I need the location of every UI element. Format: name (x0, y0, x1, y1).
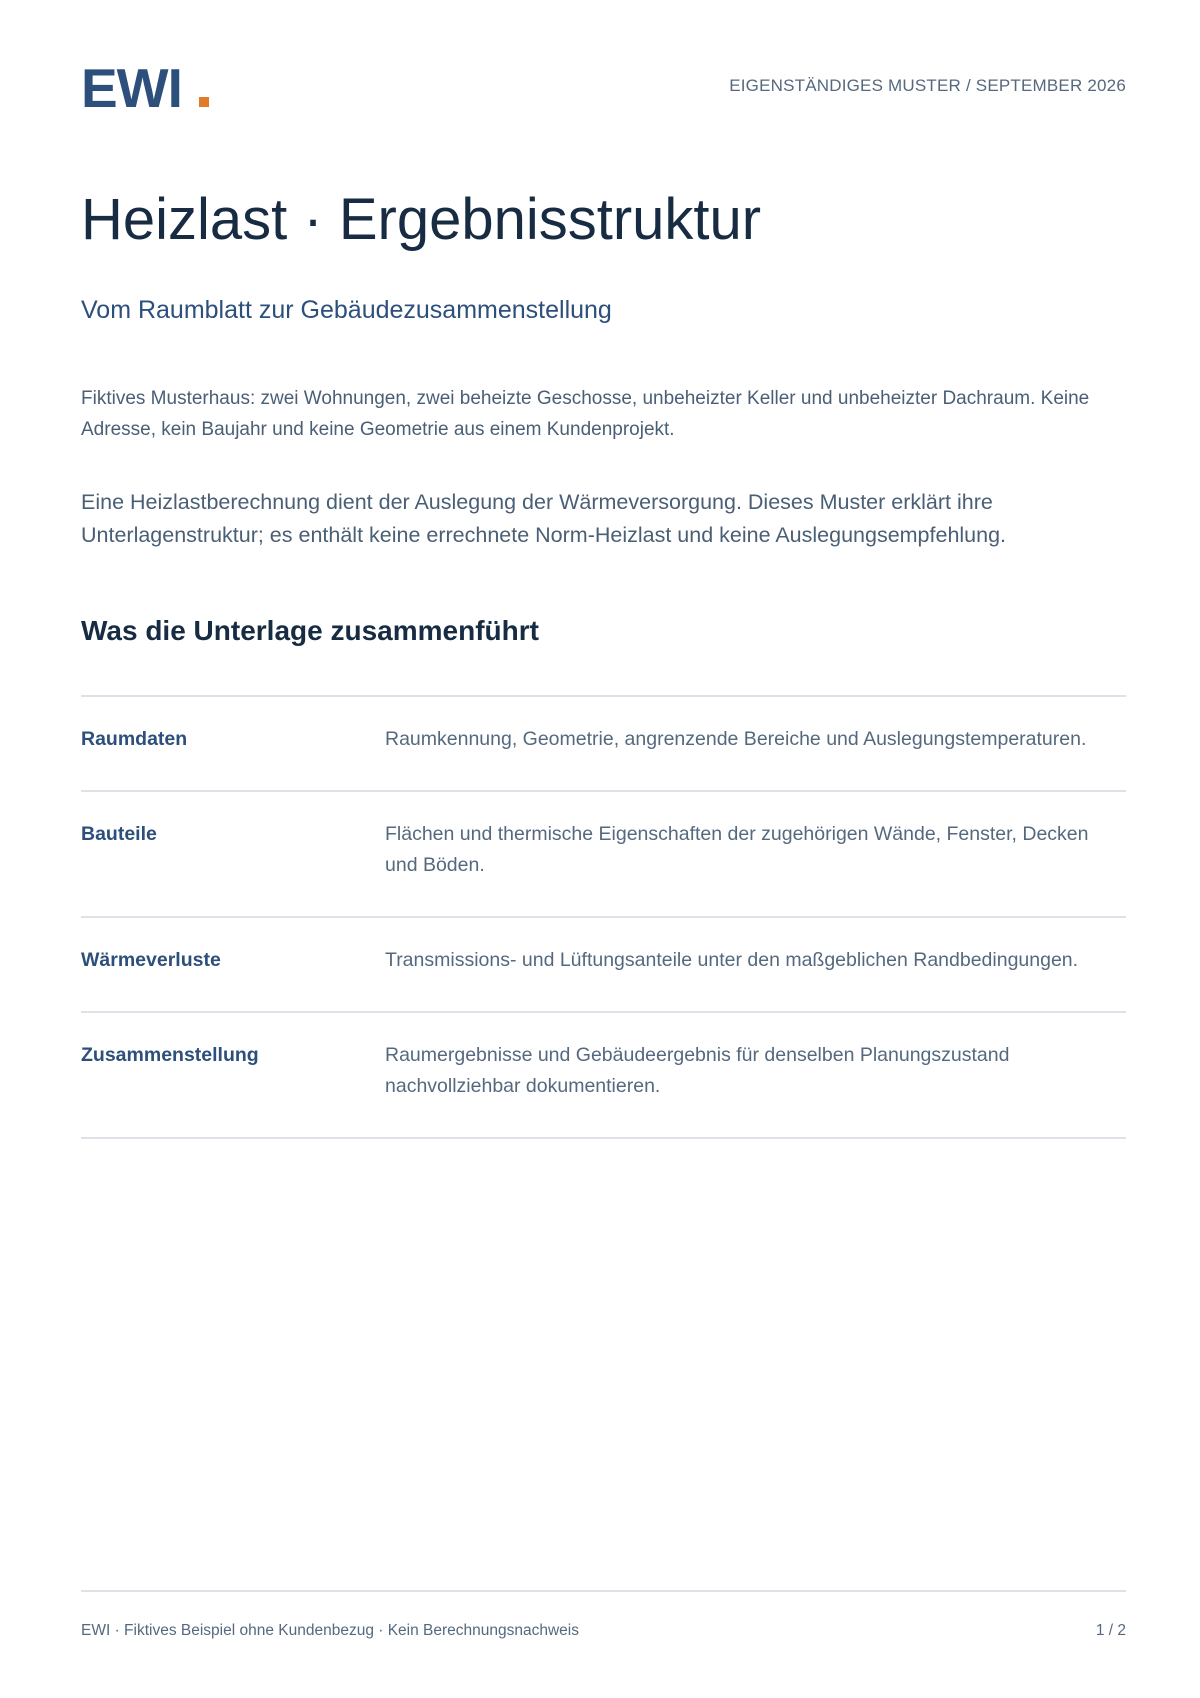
purpose-paragraph: Eine Heizlastberechnung dient der Auslegung der Wärmeversorgung. Dieses Muster erklärt ihre Unterlagenstruktur; es enthält keine errechnete Norm-Heizlast und keine Auslegungsempfehlung. (81, 490, 1007, 547)
header-meta: EIGENSTÄNDIGES MUSTER / SEPTEMBER 2026 (729, 76, 1126, 95)
page-number: 1 / 2 (1095, 1622, 1126, 1639)
page-footer (81, 1590, 1126, 1639)
row-description: Flächen und thermische Eigenschaften der zugehörigen Wände, Fenster, Decken und Böden. (385, 823, 1089, 876)
page-header (81, 58, 1126, 118)
document-page (81, 0, 1126, 1698)
section-heading: Was die Unterlage zusammenführt (81, 615, 539, 646)
row-description: Raumergebnisse und Gebäudeergebnis für denselben Planungszustand nachvollziehbar dokumentieren. (385, 1044, 1010, 1097)
row-term: Zusammenstellung (81, 1044, 259, 1066)
row-term: Raumdaten (81, 728, 188, 750)
footer-note: EWI · Fiktives Beispiel ohne Kundenbezug · Kein Berechnungsnachweis (81, 1622, 579, 1639)
logo-text: EWI (81, 57, 182, 119)
page-subtitle: Vom Raumblatt zur Gebäudezusammenstellung (81, 296, 612, 324)
intro-paragraph: Fiktives Musterhaus: zwei Wohnungen, zwei beheizte Geschosse, unbeheizter Keller und unbeheizter Dachraum. Keine Adresse, kein Baujahr und keine Geometrie aus einem Kundenprojekt. (81, 388, 1090, 440)
table-row (81, 792, 1126, 918)
logo-dot-icon (199, 97, 209, 107)
row-term: Wärmeverluste (81, 949, 221, 971)
ewi-logo (81, 58, 209, 118)
row-description: Raumkennung, Geometrie, angrenzende Bereiche und Auslegungstemperaturen. (385, 728, 1087, 750)
page-title: Heizlast · Ergebnisstruktur (81, 187, 762, 252)
table-row (81, 697, 1126, 792)
definition-table (81, 695, 1126, 1139)
row-description: Transmissions- und Lüftungsanteile unter den maßgeblichen Randbedingungen. (385, 949, 1079, 971)
table-row (81, 918, 1126, 1013)
table-row (81, 1013, 1126, 1139)
row-term: Bauteile (81, 823, 157, 845)
